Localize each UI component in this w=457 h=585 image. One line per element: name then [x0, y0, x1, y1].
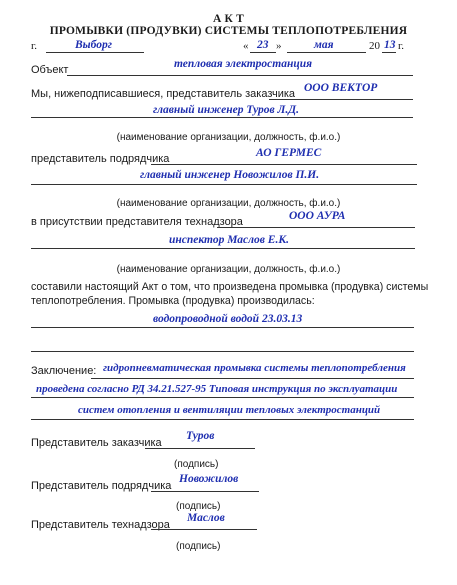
conclusion-line-2-rule	[31, 397, 414, 398]
method-line	[31, 327, 414, 328]
supervision-org: ООО АУРА	[289, 210, 346, 222]
signature-supervision-line	[151, 529, 257, 530]
body-line-1: составили настоящий Акт о том, что произведена промывка (продувка) системы	[31, 281, 429, 293]
supervision-org-line	[217, 227, 415, 228]
date-day: 23	[257, 39, 269, 51]
conclusion-line-1: гидропневматическая промывка системы теплопотребления	[103, 362, 406, 374]
title-line-2: ПРОМЫВКИ (ПРОДУВКИ) СИСТЕМЫ ТЕПЛОПОТРЕБЛЕНИЯ	[49, 25, 408, 37]
signature-customer-caption: (подпись)	[174, 459, 219, 470]
title-line-1: А К Т	[212, 13, 245, 25]
customer-person: главный инженер Туров Л.Д.	[153, 104, 300, 116]
signature-customer-line	[145, 448, 255, 449]
conclusion-line-2: проведена согласно РД 34.21.527-95 Типовая инструкция по эксплуатации	[36, 383, 398, 395]
date-month: мая	[314, 39, 334, 51]
conclusion-line-1-rule	[91, 378, 414, 379]
contractor-caption: (наименование организации, должность, ф.и.о.)	[116, 198, 341, 209]
year-prefix: 20	[369, 40, 380, 52]
signature-customer-name: Туров	[186, 430, 215, 442]
signature-supervision-caption: (подпись)	[176, 541, 221, 552]
supervision-person-line	[31, 248, 415, 249]
signature-contractor-line	[151, 491, 259, 492]
date-year: 13	[384, 39, 396, 51]
supervision-caption: (наименование организации, должность, ф.и.о.)	[116, 264, 341, 275]
contractor-label: представитель подрядчика	[31, 153, 170, 165]
customer-caption: (наименование организации, должность, ф.и.о.)	[116, 132, 341, 143]
supervision-person: инспектор Маслов Е.К.	[169, 234, 290, 246]
conclusion-line-3-rule	[31, 419, 414, 420]
city-prefix: г.	[31, 40, 38, 52]
contractor-person: главный инженер Новожилов П.И.	[140, 169, 320, 181]
date-quote-open: «	[243, 40, 249, 52]
object-label: Объект	[31, 64, 69, 76]
signature-customer-label: Представитель заказчика	[31, 437, 162, 449]
date-quote-close: »	[276, 40, 282, 52]
conclusion-line-3: систем отопления и вентиляции тепловых электростанций	[78, 404, 381, 416]
customer-org-line	[269, 99, 413, 100]
contractor-person-line	[31, 184, 417, 185]
signature-contractor-caption: (подпись)	[176, 501, 221, 512]
method-value: водопроводной водой 23.03.13	[153, 313, 303, 325]
method-line-2	[31, 351, 414, 352]
signature-contractor-name: Новожилов	[179, 473, 239, 485]
body-line-2: теплопотребления. Промывка (продувка) производилась:	[31, 295, 315, 307]
customer-org: ООО ВЕКТОР	[304, 82, 378, 94]
city-line	[46, 52, 144, 53]
day-line	[250, 52, 276, 53]
signature-contractor-label: Представитель подрядчика	[31, 480, 172, 492]
contractor-org-line	[151, 164, 417, 165]
month-line	[287, 52, 366, 53]
object-line	[67, 75, 413, 76]
object-value: тепловая электростанция	[174, 58, 313, 70]
supervision-label: в присутствии представителя технадзора	[31, 216, 243, 228]
signature-supervision-label: Представитель технадзора	[31, 519, 170, 531]
city-value: Выборг	[75, 39, 112, 51]
signature-supervision-name: Маслов	[187, 512, 225, 524]
conclusion-label: Заключение:	[31, 365, 97, 377]
year-line	[382, 52, 396, 53]
year-mark: г.	[398, 40, 405, 52]
customer-intro: Мы, нижеподписавшиеся, представитель заказчика	[31, 88, 296, 100]
contractor-org: АО ГЕРМЕС	[256, 147, 322, 159]
customer-person-line	[31, 117, 413, 118]
